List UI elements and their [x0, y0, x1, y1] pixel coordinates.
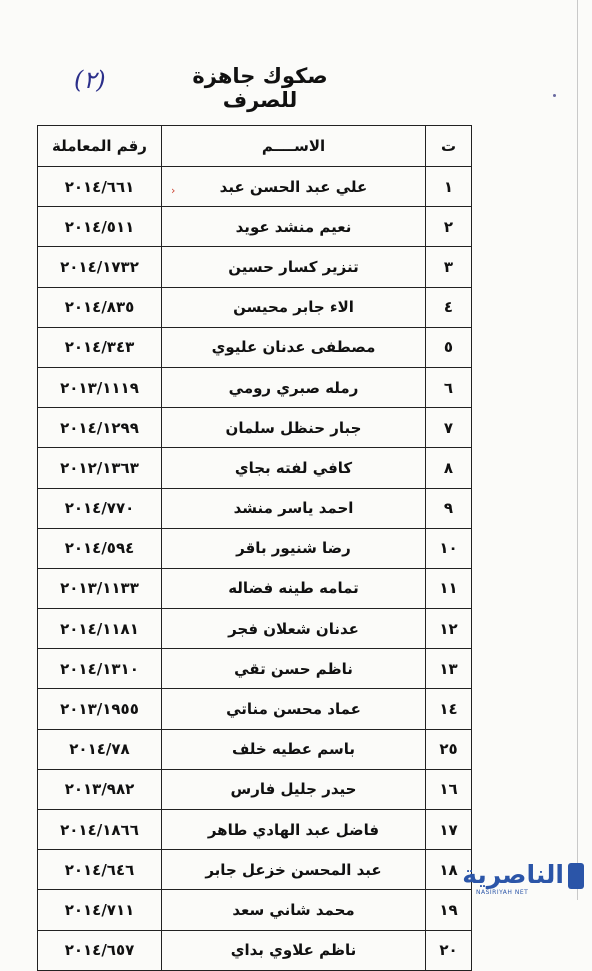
row-number: ١٦ [426, 769, 472, 809]
page-edge-line [577, 0, 578, 900]
row-name: عماد محسن مناتي [162, 689, 426, 729]
table-row [38, 488, 472, 528]
row-transaction-number: ٢٠١٤/٥١١ [38, 207, 162, 247]
row-number: ١٤ [426, 689, 472, 729]
row-transaction-number: ٢٠١٤/٧١١ [38, 890, 162, 930]
table-row [38, 930, 472, 970]
row-number: ١٢ [426, 609, 472, 649]
table-row [38, 810, 472, 850]
row-number: ١٨ [426, 850, 472, 890]
row-name: فاضل عبد الهادي طاهر [162, 810, 426, 850]
table-row [38, 609, 472, 649]
row-name: جبار حنظل سلمان [162, 408, 426, 448]
table-row [38, 367, 472, 407]
row-transaction-number: ٢٠١٤/١١٨١ [38, 609, 162, 649]
table-row [38, 850, 472, 890]
header-transaction-number: رقم المعاملة [38, 126, 162, 167]
table-row [38, 568, 472, 608]
header-name: الاســــم [162, 126, 426, 167]
row-number: ١٠ [426, 528, 472, 568]
row-transaction-number: ٢٠١٣/١٩٥٥ [38, 689, 162, 729]
row-transaction-number: ٢٠١٣/١١٣٣ [38, 568, 162, 608]
row-number: ١١ [426, 568, 472, 608]
handwritten-page-number: (٢) [74, 66, 106, 94]
row-transaction-number: ٢٠١٤/٦٦١ [38, 167, 162, 207]
row-transaction-number: ٢٠١٤/٧٧٠ [38, 488, 162, 528]
table-row [38, 167, 472, 207]
row-name: حيدر جليل فارس [162, 769, 426, 809]
row-transaction-number: ٢٠١٤/٨٣٥ [38, 287, 162, 327]
row-transaction-number: ٢٠١٤/١٢٩٩ [38, 408, 162, 448]
row-number: ٢٥ [426, 729, 472, 769]
row-transaction-number: ٢٠١٤/١٨٦٦ [38, 810, 162, 850]
row-number: ٨ [426, 448, 472, 488]
row-number: ٥ [426, 327, 472, 367]
row-transaction-number: ٢٠١٤/١٧٣٢ [38, 247, 162, 287]
row-transaction-number: ٢٠١٤/٦٤٦ [38, 850, 162, 890]
row-number: ٣ [426, 247, 472, 287]
row-transaction-number: ٢٠١٤/١٣١٠ [38, 649, 162, 689]
row-transaction-number: ٢٠١٤/٣٤٣ [38, 327, 162, 367]
row-name: عبد المحسن خزعل جابر [162, 850, 426, 890]
row-number: ٤ [426, 287, 472, 327]
row-name: محمد شاني سعد [162, 890, 426, 930]
table-row [38, 769, 472, 809]
row-number: ٧ [426, 408, 472, 448]
row-name: عدنان شعلان فجر [162, 609, 426, 649]
row-transaction-number: ٢٠١٤/٥٩٤ [38, 528, 162, 568]
row-number: ١ [426, 167, 472, 207]
row-name: رضا شنيور باقر [162, 528, 426, 568]
row-number: ١٩ [426, 890, 472, 930]
row-number: ٦ [426, 367, 472, 407]
red-tick-mark: › [171, 184, 176, 197]
row-number: ٢ [426, 207, 472, 247]
table-row [38, 327, 472, 367]
row-name: باسم عطيه خلف [162, 729, 426, 769]
row-transaction-number: ٢٠١٤/٦٥٧ [38, 930, 162, 970]
table-row [38, 528, 472, 568]
row-number: ٩ [426, 488, 472, 528]
table-row [38, 247, 472, 287]
row-number: ٢٠ [426, 930, 472, 970]
row-name: رمله صبري رومي [162, 367, 426, 407]
row-transaction-number: ٢٠١٣/١١١٩ [38, 367, 162, 407]
table-row [38, 689, 472, 729]
document-title: صكوك جاهزة للصرف [192, 64, 328, 112]
payment-checks-table [37, 125, 472, 971]
row-transaction-number: ٢٠١٢/١٣٦٣ [38, 448, 162, 488]
row-name: كافي لفته بجاي [162, 448, 426, 488]
row-transaction-number: ٢٠١٤/٧٨ [38, 729, 162, 769]
row-name: نعيم منشد عويد [162, 207, 426, 247]
row-name: تمامه طينه فضاله [162, 568, 426, 608]
table-row [38, 649, 472, 689]
row-number: ١٧ [426, 810, 472, 850]
table-header-row [38, 126, 472, 167]
row-name: تنزير كسار حسين [162, 247, 426, 287]
row-name: ناظم علاوي بداي [162, 930, 426, 970]
table-row [38, 408, 472, 448]
logo-text: الناصرية [462, 860, 564, 889]
row-name: مصطفى عدنان عليوي [162, 327, 426, 367]
row-name: ناظم حسن تقي [162, 649, 426, 689]
row-name: الاء جابر محيسن [162, 287, 426, 327]
row-number: ١٣ [426, 649, 472, 689]
table-row [38, 287, 472, 327]
row-name: احمد ياسر منشد [162, 488, 426, 528]
ink-dot [553, 94, 556, 97]
header-number: ت [426, 126, 472, 167]
site-logo [462, 860, 584, 896]
logo-mark-icon [568, 863, 584, 889]
row-transaction-number: ٢٠١٣/٩٨٢ [38, 769, 162, 809]
table-row [38, 729, 472, 769]
row-name: علي عبد الحسن عبد [162, 167, 426, 207]
table-row [38, 207, 472, 247]
table-row [38, 448, 472, 488]
table-row [38, 890, 472, 930]
logo-subtitle: NASIRIYAH NET [476, 889, 529, 896]
